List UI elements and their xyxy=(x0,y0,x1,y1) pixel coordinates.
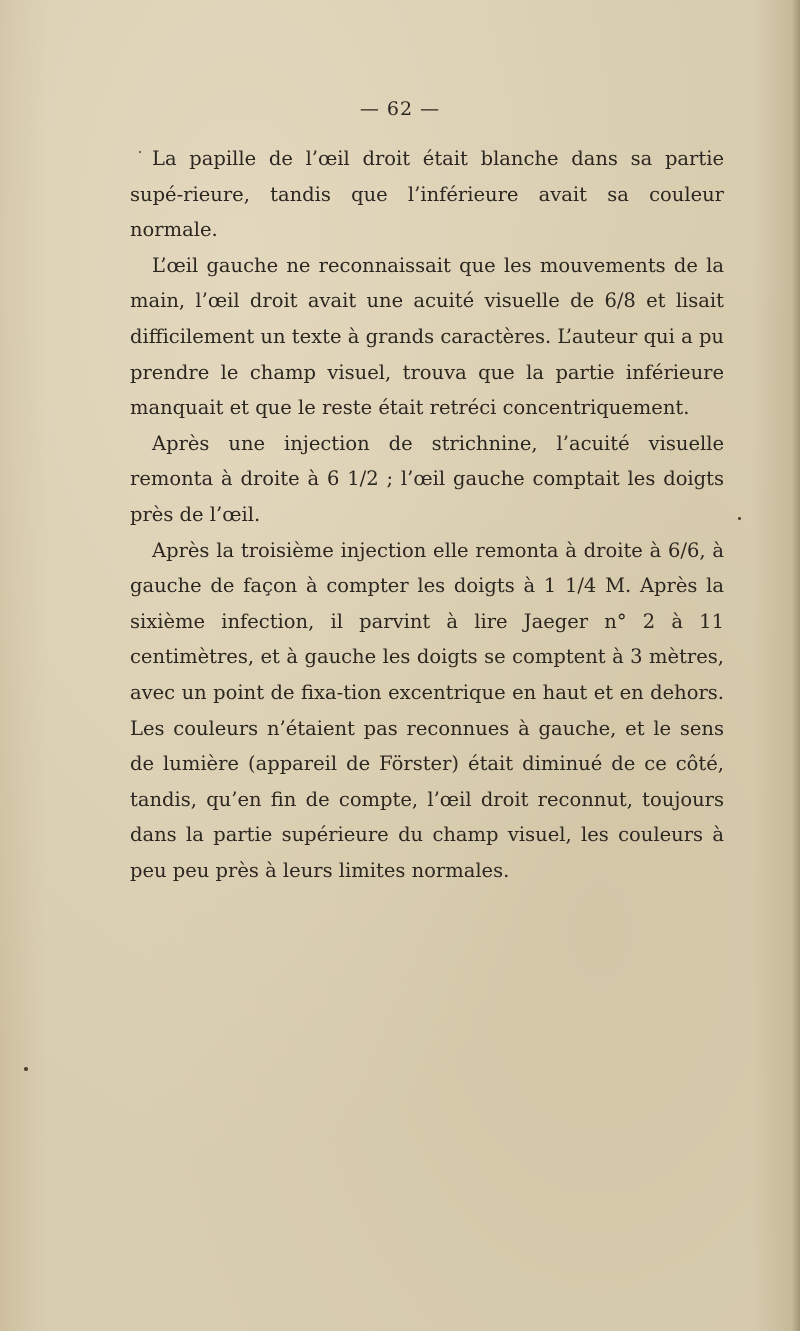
paragraph-troisieme-injection: Après la troisième injection elle remonta à droite à 6/6, à gauche de façon à compter les doigts à 1 1/4 M. Après la sixième infection, il parvint à lire Jaeger n° 2 à 11 centimètres, et à gauche les doigts se comptent à 3 mètres, avec un point de fixa-tion excentrique en haut et en dehors. Les couleurs n’étaient pas reconnues à gauche, et le sens de lumière (appareil de Förster) était diminué de ce côté, tandis, qu’en fin de compte, l’œil droit reconnut, toujours dans la partie supérieure du champ visuel, les couleurs à peu peu près à leurs limites normales. xyxy=(130,538,724,882)
body-text xyxy=(130,141,724,888)
page-edge-shadow xyxy=(792,0,800,1331)
paragraph-oeil-gauche: L’œil gauche ne reconnaissait que les mouvements de la main, l’œil droit avait une acuité visuelle de 6/8 et lisait difficilement un texte à grands caractères. L’auteur qui a pu prendre le champ visuel, trouva que la partie inférieure manquait et que le reste était retréci concentriquement. xyxy=(130,253,724,420)
paper-speck xyxy=(139,151,141,153)
paragraph-papille: La papille de l’œil droit était blanche dans sa partie supé-rieure, tandis que l’inférieure avait sa couleur normale. xyxy=(130,147,724,242)
paper-speck xyxy=(24,1067,28,1071)
paragraph-injection: Après une injection de strichnine, l’acuité visuelle remonta à droite à 6 1/2 ; l’œil gauche comptait les doigts près de l’œil. xyxy=(130,431,724,526)
page-number: — 62 — xyxy=(359,98,441,120)
paper-speck xyxy=(738,517,741,520)
